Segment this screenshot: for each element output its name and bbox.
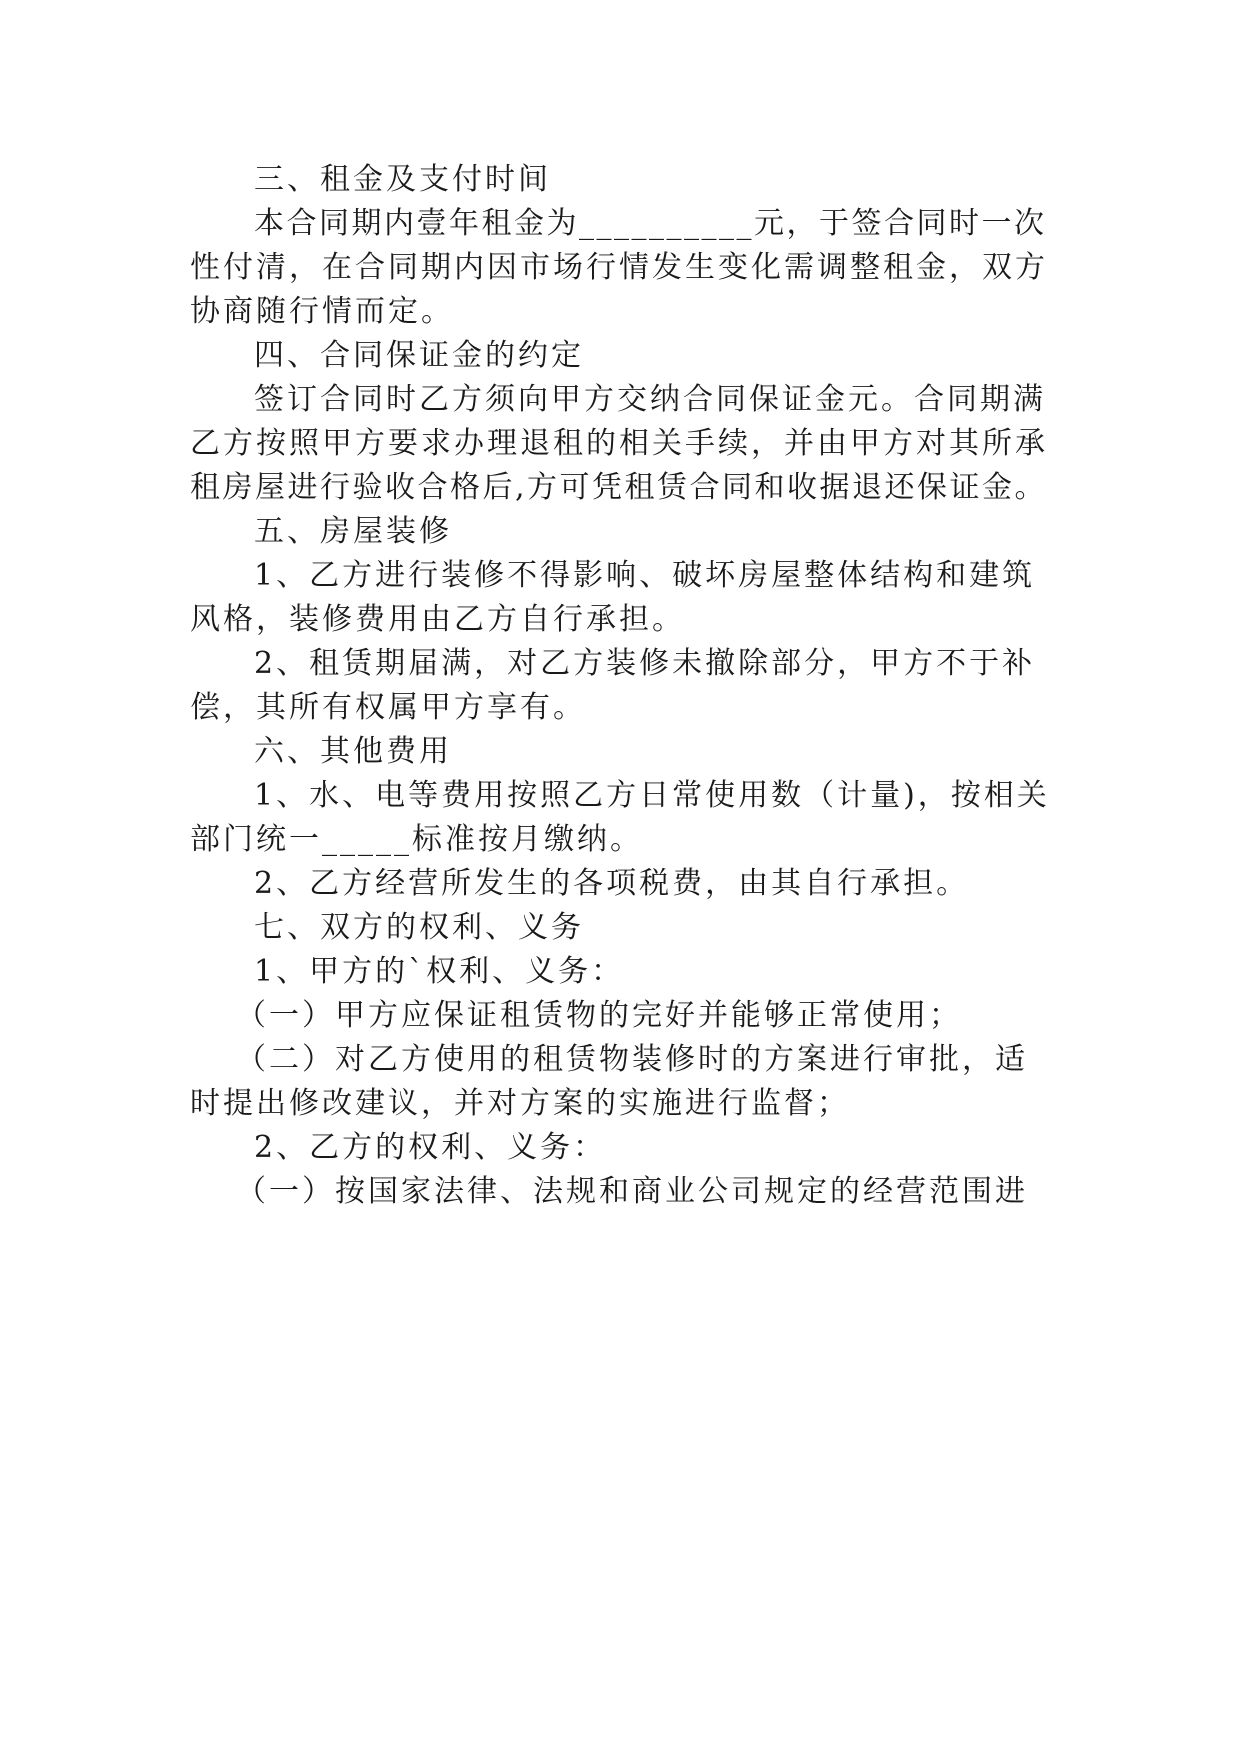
text-line: 性付清，在合同期内因市场行情发生变化需调整租金，双方: [190, 250, 1048, 285]
text-line: 本合同期内壹年租金为__________元，于签合同时一次: [254, 206, 1047, 241]
text-line: 2、乙方经营所发生的各项税费，由其自行承担。: [254, 866, 970, 901]
text-line: 2、乙方的权利、义务：: [254, 1130, 607, 1165]
paragraph-party-b-item-1: [190, 1166, 1050, 1210]
section-heading-rent: [190, 154, 1050, 198]
paragraph-fees-2: [190, 858, 1050, 902]
text-line: 1、甲方的`权利、义务：: [254, 954, 625, 989]
text-line: （二）对乙方使用的租赁物装修时的方案进行审批，适: [236, 1042, 1028, 1077]
paragraph-rent-terms: [190, 198, 1050, 330]
section-heading-other-fees: [190, 726, 1050, 770]
document-body: [190, 154, 1050, 1210]
section-heading-deposit: [190, 330, 1050, 374]
text-line: 1、乙方进行装修不得影响、破坏房屋整体结构和建筑: [254, 558, 1036, 593]
paragraph-party-a-rights: [190, 946, 1050, 990]
text-line: 偿，其所有权属甲方享有。: [190, 690, 586, 725]
paragraph-party-a-item-1: [190, 990, 1050, 1034]
text-line: （一）按国家法律、法规和商业公司规定的经营范围进: [236, 1174, 1028, 1209]
paragraph-deposit-terms: [190, 374, 1050, 506]
text-line: 签订合同时乙方须向甲方交纳合同保证金元。合同期满: [254, 382, 1046, 417]
paragraph-renovation-1: [190, 550, 1050, 638]
text-line: 部门统一_____标准按月缴纳。: [190, 822, 643, 857]
text-line: 时提出修改建议，并对方案的实施进行监督；: [190, 1086, 850, 1121]
text-line: 2、租赁期届满，对乙方装修未撤除部分，甲方不于补: [254, 646, 1036, 681]
text-line: 协商随行情而定。: [190, 294, 454, 329]
section-heading-rights: [190, 902, 1050, 946]
text-line: 风格，装修费用由乙方自行承担。: [190, 602, 685, 637]
text-line: 1、水、电等费用按照乙方日常使用数（计量)，按相关: [254, 778, 1050, 813]
paragraph-renovation-2: [190, 638, 1050, 726]
text-line: 六、其他费用: [254, 734, 452, 769]
paragraph-fees-1: [190, 770, 1050, 858]
text-line: （一）甲方应保证租赁物的完好并能够正常使用；: [236, 998, 962, 1033]
paragraph-party-a-item-2: [190, 1034, 1050, 1122]
text-line: 租房屋进行验收合格后,方可凭租赁合同和收据退还保证金。: [190, 470, 1048, 505]
text-line: 五、房屋装修: [254, 514, 452, 549]
text-line: 三、租金及支付时间: [254, 162, 551, 197]
text-line: 七、双方的权利、义务: [254, 910, 584, 945]
text-line: 乙方按照甲方要求办理退租的相关手续，并由甲方对其所承: [190, 426, 1048, 461]
section-heading-renovation: [190, 506, 1050, 550]
paragraph-party-b-rights: [190, 1122, 1050, 1166]
text-line: 四、合同保证金的约定: [254, 338, 584, 373]
